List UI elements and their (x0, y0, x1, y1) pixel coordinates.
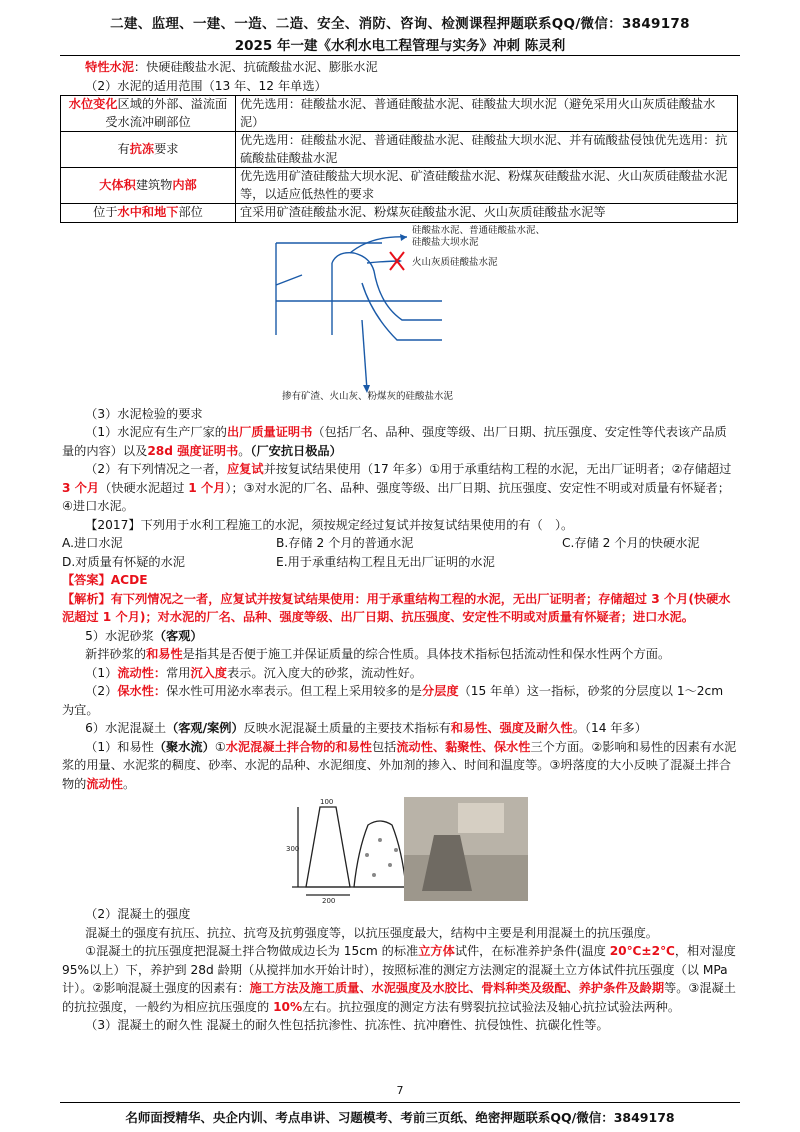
text: ）；③对水泥的厂名、品种、强度等级、出厂日期、抗压强度、安定性不明或对质量有怀疑者；④进口水泥。 (62, 480, 730, 513)
text: （快硬水泥超过 (99, 480, 189, 495)
special-cement-label: 特性水泥 (85, 60, 134, 74)
highlight: 流动性 (86, 776, 123, 791)
text: 是指其是否便于施工并保证质量的综合性质。具体技术指标包括流动性和保水性两个方面。 (182, 647, 671, 661)
page-number: 7 (396, 1084, 404, 1097)
cell-text: 要求 (154, 141, 179, 156)
slump-cone-icon (306, 807, 350, 887)
mnemonic: （聚水流） (153, 739, 215, 754)
question-stem: 【2017】下列用于水利工程施工的水泥，须按规定经过复试并按复试结果使用的有（ ）。 (85, 517, 574, 532)
text: （1） (85, 665, 118, 680)
durability-p: （3）混凝土的耐久性 混凝土的耐久性包括抗渗性、抗冻性、抗冲磨性、抗侵蚀性、抗碳化性等。 (85, 1018, 609, 1032)
text: （2） (85, 684, 118, 698)
footer-text: 名师面授精华、央企内训、考点串讲、习题模考、考前三页纸、绝密押题联系QQ/微信：3849178 (125, 1110, 675, 1125)
cone-bottom-dim: 200 (322, 897, 336, 905)
table-cell (61, 96, 236, 132)
aggregate-dot (372, 873, 376, 877)
option-e: E.用于承重结构工程且无出厂证明的水泥 (276, 554, 495, 569)
highlight: 流动性、黏聚性、保水性 (396, 739, 531, 754)
special-cement-text: ：快硬硅酸盐水泥、抗硫酸盐水泥、膨胀水泥 (133, 60, 378, 74)
text: ① (214, 739, 226, 754)
text: （1）和易性 (85, 739, 154, 754)
concrete-workability (62, 738, 738, 794)
answer: 【答案】ACDE (62, 573, 148, 587)
text: 三个方面。②影响和易性的因素有水泥浆的用量、水泥浆的稠度、砂率、水泥的品种、水泥细度、外加剂的掺入、时间和温度等。③坍落度的大小反映了混凝土拌合物的 (62, 739, 737, 791)
table-cell (61, 204, 236, 223)
highlight: 1 个月 (188, 480, 226, 495)
mortar-heading (62, 627, 738, 646)
text: 。（14 年多） (572, 721, 647, 735)
strength-p2 (62, 942, 738, 1016)
dam-downstream-line (362, 283, 442, 340)
highlight: 分层度 (422, 684, 459, 698)
scope-heading: （2）水泥的适用范围（13 年、12 年单选） (85, 78, 327, 93)
aggregate-dot (378, 838, 382, 842)
tag: （客观） (153, 628, 203, 643)
aggregate-dot (365, 853, 369, 857)
aggregate-dot (394, 848, 398, 852)
arrow-top (350, 236, 407, 252)
text: 并按复试结果使用（17 年多）①用于承重结构工程的水泥，无出厂证明者；②存储超过 (263, 462, 732, 476)
highlight: 水泥混凝土拌合物的和易性 (225, 739, 372, 754)
header-line-2: 2025 年一建《水利水电工程管理与实务》冲刺 陈灵利 (234, 38, 566, 54)
table-row (61, 168, 738, 204)
text: 左右。抗拉强度的测定方法有劈裂抗拉试验法及轴心抗拉试验法两种。 (302, 999, 681, 1014)
text: 5）水泥砂浆 (85, 628, 154, 643)
text: （2）有下列情况之一者， (85, 462, 227, 476)
highlight: 流动性： (117, 665, 167, 680)
cell-text: 建筑物 (135, 177, 173, 192)
tag: （客观/案例） (166, 721, 244, 735)
mnemonic: （厂安抗日极品） (250, 443, 342, 458)
text: 试件，在标准养护条件(温度 (454, 944, 610, 958)
option-b: B.存储 2 个月的普通水泥 (276, 536, 414, 550)
mortar-p (62, 645, 738, 664)
text: 常用 (166, 665, 191, 680)
diagram-label-right: 火山灰质硅酸盐水泥 (412, 256, 498, 268)
option-a: A.进口水泥 (62, 536, 123, 550)
inspect-p1 (62, 423, 738, 460)
text: （15 年单）这一指标，砂浆的分层度以 1～2cm 为宜。 (62, 684, 724, 717)
cell-text: 有 (117, 141, 130, 156)
table-cell (61, 132, 236, 168)
table-cell: 优先选用矿渣硅酸盐大坝水泥、矿渣硅酸盐水泥、粉煤灰硅酸盐水泥、火山灰质硅酸盐水泥等，以适应低热性的要求 (236, 168, 738, 204)
table-row (61, 96, 738, 132)
highlight: 保水性： (117, 684, 167, 698)
page-content (62, 58, 738, 1035)
mortar-water-retention (62, 682, 738, 719)
strength-heading: （2）混凝土的强度 (85, 907, 191, 921)
highlight: 出厂质量证明书 (227, 425, 313, 439)
highlight: 立方体 (418, 944, 455, 958)
inspect-heading: （3）水泥检验的要求 (85, 406, 203, 421)
mortar-fluidity (62, 664, 738, 683)
cell-text: 部位 (178, 205, 203, 219)
dam-diagram-svg (62, 225, 738, 405)
table-cell: 优先选用：硅酸盐水泥、普通硅酸盐水泥、硅酸盐大坝水泥（避免采用火山灰质硅酸盐水泥） (236, 96, 738, 132)
photo-hand (458, 803, 504, 833)
footer-rule (60, 1102, 740, 1103)
text: 新拌砂浆的 (85, 647, 147, 661)
slumped-concrete-icon (354, 821, 406, 887)
header-line-1: 二建、监理、一建、一造、二造、安全、消防、咨询、检测课程押题联系QQ/微信：3849178 (110, 16, 690, 32)
option-c: C.存储 2 个月的快硬水泥 (562, 536, 700, 550)
highlight: 应复试 (227, 462, 264, 476)
diagram-water-line (276, 275, 302, 285)
cone-height-dim: 300 (286, 845, 300, 853)
text: ，相对湿度 95%以上）下，养护到 28d 龄期（从搅拌加水开始计时），按照标准的测定方法测定的混凝土立方体试件抗压强度（以 MPa 计）。②影响混凝土强度的因素有： (62, 944, 736, 995)
analysis: 【解析】有下列情况之一者，应复试并按复试结果使用：用于承重结构工程的水泥，无出厂证明者；存储超过 3 个月(快硬水泥超过 1 个月)；对水泥的厂名、品种、强度等级、出厂日期、抗压强度、安定性不明或对质量有怀疑者；进口水泥。 (62, 591, 731, 624)
highlight: 和易性 (146, 647, 183, 661)
concrete-heading (62, 719, 738, 738)
strength-p1: 混凝土的强度有抗压、抗拉、抗弯及抗剪强度等，以抗压强度最大，结构中主要是利用混凝土的抗压强度。 (85, 925, 658, 940)
highlight: 3 个月 (62, 480, 100, 495)
slump-cone-drawing (62, 795, 738, 905)
highlight: 施工方法及施工质量、水泥强度及水胶比、骨料种类及级配、养护条件及龄期 (249, 981, 665, 995)
highlight: 和易性、强度及耐久性 (450, 721, 573, 735)
aggregate-dot (388, 863, 392, 867)
diagram-label-top2: 硅酸盐大坝水泥 (412, 236, 479, 248)
text: 。 (122, 776, 136, 791)
diagram-label-bottom: 掺有矿渣、火山灰、粉煤灰的硅酸盐水泥 (282, 390, 454, 402)
text: 反映水泥混凝土质量的主要技术指标有 (243, 721, 451, 735)
text: （1）水泥应有生产厂家的 (85, 425, 227, 439)
table-row (61, 204, 738, 223)
cell-red: 内部 (172, 177, 197, 192)
table-cell: 优先选用：硅酸盐水泥、普通硅酸盐水泥、硅酸盐大坝水泥、并有硫酸盐侵蚀优先选用：抗硫酸盐硅酸盐水泥 (236, 132, 738, 168)
cement-scope-table (60, 95, 738, 223)
cell-red: 抗冻 (129, 141, 155, 156)
option-d: D.对质量有怀疑的水泥 (62, 554, 185, 569)
cell-text: 区域的外部、溢流面受水流冲刷部位 (105, 97, 228, 129)
text: ①混凝土的抗压强度把混凝土拌合物做成边长为 15cm 的标准 (85, 944, 419, 958)
dam-cement-diagram (62, 225, 738, 405)
text: 包括 (372, 739, 397, 754)
slump-test-figures (62, 795, 738, 905)
text: 等。③混凝土的抗拉强度，一般约为相应抗压强度的 (62, 981, 736, 1014)
arrow-bottom (362, 320, 367, 390)
table-cell (61, 168, 236, 204)
highlight: 20℃±2℃ (609, 944, 675, 958)
diagram-label-top1: 硅酸盐水泥、普通硅酸盐水泥、 (412, 224, 546, 236)
cell-text: 位于 (93, 205, 118, 219)
cone-top-dim: 100 (320, 798, 334, 806)
header-rule (60, 55, 740, 56)
table-cell: 宜采用矿渣硅酸盐水泥、粉煤灰硅酸盐水泥、火山灰质硅酸盐水泥等 (236, 204, 738, 223)
text: 表示。沉入度大的砂浆，流动性好。 (227, 665, 422, 680)
inspect-p2 (62, 460, 738, 516)
cell-red: 水位变化 (68, 97, 118, 111)
text: 保水性可用泌水率表示。但工程上采用较多的是 (166, 684, 422, 698)
text: （包括厂名、品种、强度等级、出厂日期、抗压强度、安定性等代表该产品质量的内容）以及 (62, 425, 727, 458)
highlight: 沉入度 (190, 665, 227, 680)
arrowhead-top (400, 234, 407, 241)
highlight: 28d 强度证明书 (147, 443, 239, 458)
cell-red: 大体积 (99, 177, 136, 192)
cell-red: 水中和地下 (117, 205, 179, 219)
text: 。 (238, 443, 251, 458)
highlight: 10% (273, 999, 303, 1014)
question-options (62, 534, 738, 571)
special-cement-line (62, 58, 738, 77)
table-row (61, 132, 738, 168)
text: 6）水泥混凝土 (85, 721, 167, 735)
